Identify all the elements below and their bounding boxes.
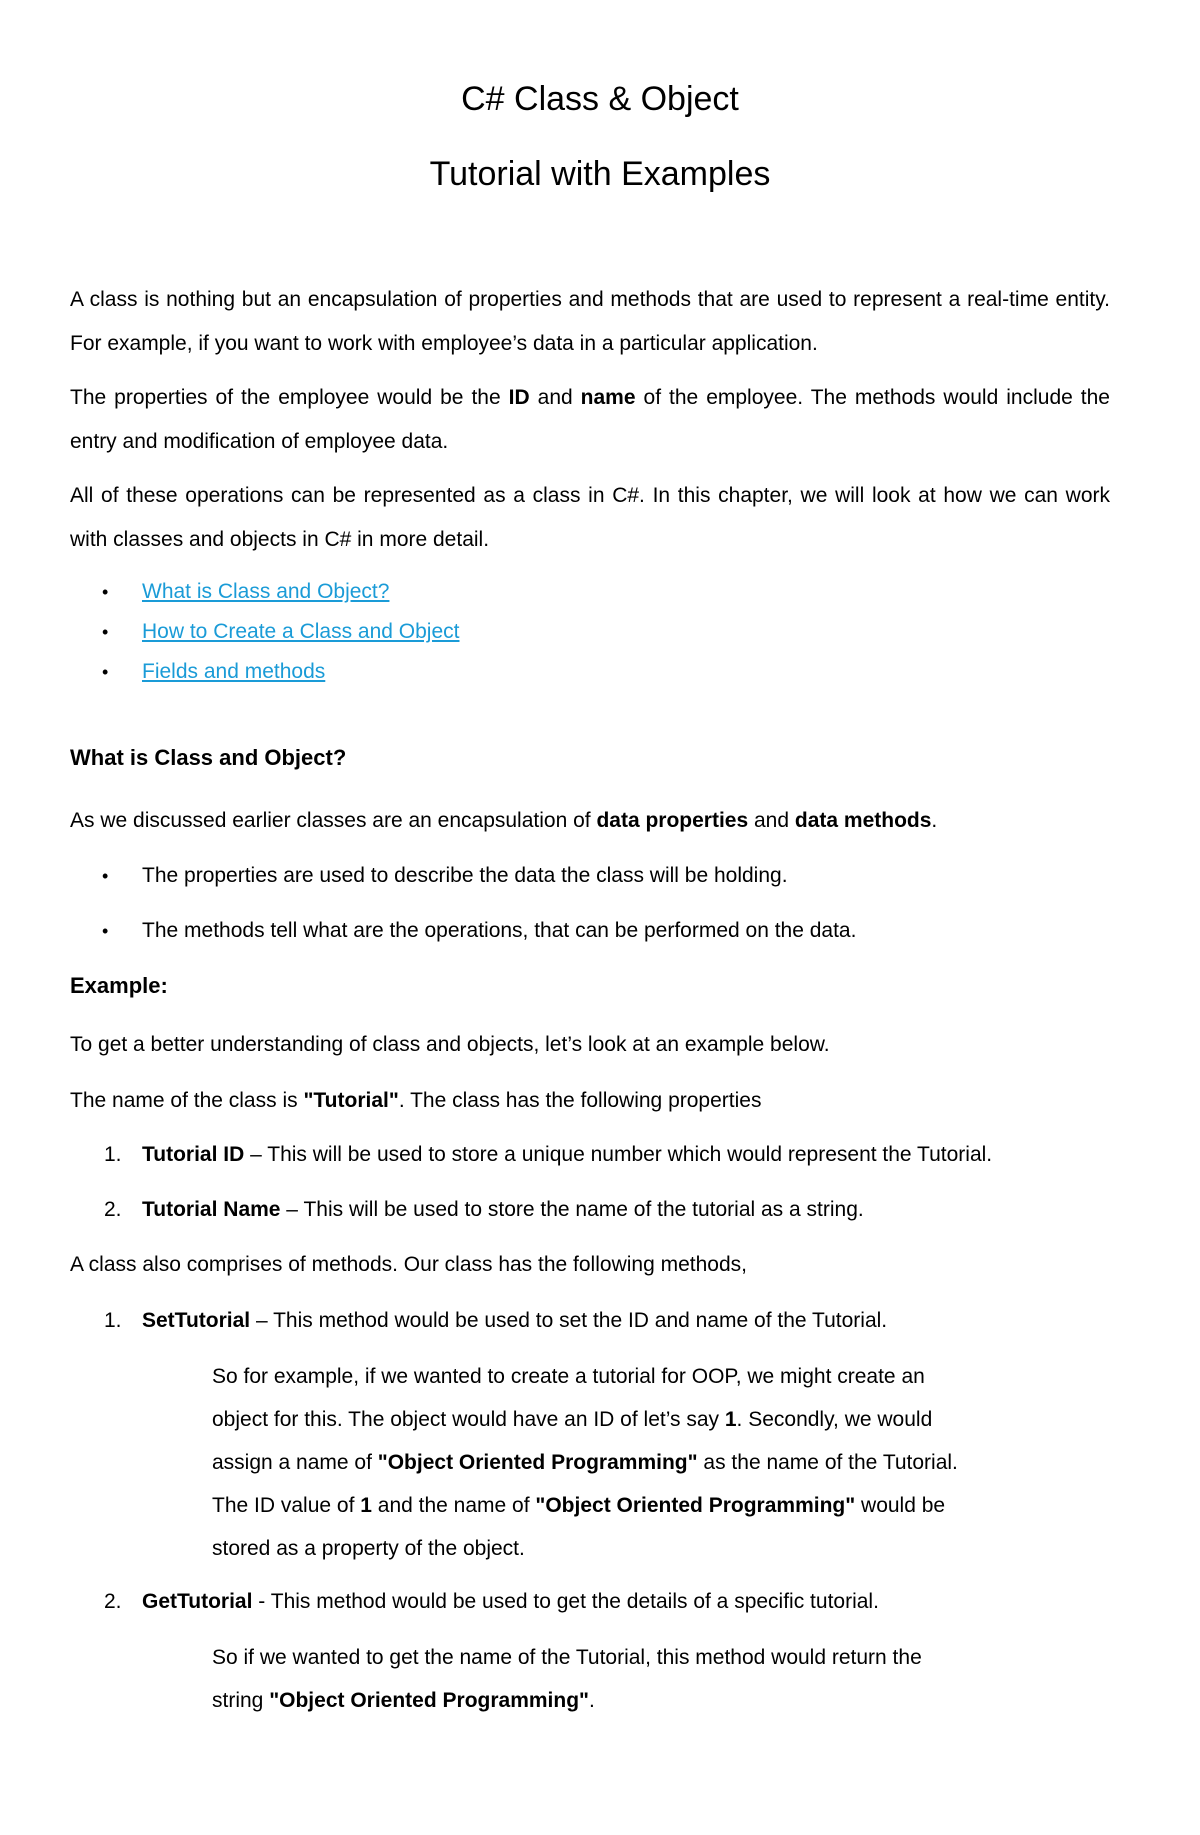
toc-item [70, 612, 459, 652]
detail-text: . [589, 1689, 595, 1712]
method-name: SetTutorial [142, 1309, 251, 1332]
method-description: - This method would be used to get the details of a specific tutorial. [252, 1590, 879, 1613]
section-heading-example: Example: [70, 973, 168, 998]
intro-p2-text-b: and [529, 386, 581, 409]
intro-paragraph-1: A class is nothing but an encapsulation of properties and methods that are used to represent a real-time entity. For example, if you want to work with employee’s data in a particular application. [70, 288, 1110, 355]
method-list-1 [70, 1306, 887, 1336]
method-name: GetTutorial [142, 1590, 253, 1613]
list-item [70, 861, 856, 891]
list-item [70, 1306, 887, 1336]
detail-text: . Secondly, we would assign a name of [212, 1408, 933, 1474]
property-description: – This will be used to store the name of the tutorial as a string. [280, 1198, 864, 1221]
intro-p2-text-c: of the employee. The methods would include the entry and modification of employee data. [70, 386, 1110, 453]
property-name: Tutorial Name [142, 1198, 281, 1221]
example-class-name-paragraph [70, 1086, 761, 1116]
method1-detail-paragraph [212, 1355, 964, 1570]
detail-text: as the name of the Tutorial. The ID value of [212, 1451, 958, 1517]
toc-link-what-is-class[interactable]: What is Class and Object? [142, 580, 390, 603]
list-number: 1. [104, 1309, 122, 1332]
list-item [70, 1140, 992, 1170]
detail-bold: 1 [724, 1408, 737, 1431]
detail-text: would be stored as a property of the object. [212, 1494, 946, 1560]
detail-text: So for example, if we wanted to create a tutorial for OOP, we might create an object for this. The object would have an ID of let’s say [212, 1365, 925, 1431]
property-description: – This will be used to store a unique number which would represent the Tutorial. [244, 1143, 993, 1166]
detail-text: and the name of [371, 1494, 536, 1517]
example-name-text-c: . The class has the following properties [398, 1089, 762, 1112]
bullet-icon: • [102, 662, 109, 682]
property-name: Tutorial ID [142, 1143, 245, 1166]
section-what-paragraph [70, 806, 937, 836]
section-what-text-and: and [748, 809, 795, 832]
detail-bold: "Object Oriented Programming" [269, 1689, 589, 1712]
example-name-bold: "Tutorial" [303, 1089, 399, 1112]
bullet-icon: • [102, 582, 109, 602]
toc-link-create-class[interactable]: How to Create a Class and Object [142, 620, 460, 643]
section-heading-what-is-class: What is Class and Object? [70, 745, 347, 770]
list-number: 2. [104, 1198, 122, 1221]
intro-p2-name: name [580, 386, 636, 409]
toc-link-fields-methods[interactable]: Fields and methods [142, 660, 326, 683]
detail-bold: "Object Oriented Programming" [377, 1451, 698, 1474]
page-subtitle: Tutorial with Examples [429, 155, 771, 193]
properties-list [70, 1140, 992, 1250]
section-what-text-a: As we discussed earlier classes are an encapsulation of [70, 809, 597, 832]
detail-text: So if we wanted to get the name of the Tutorial, this method would return the string [212, 1646, 922, 1712]
intro-p2-text-a: The properties of the employee would be the [70, 386, 509, 409]
method-list-2 [70, 1587, 879, 1617]
list-item [70, 1195, 992, 1225]
section-what-bold-2: data methods [794, 809, 932, 832]
toc-item [70, 652, 459, 692]
example-intro-paragraph: To get a better understanding of class and objects, let’s look at an example below. [70, 1033, 830, 1056]
intro-paragraph-3: All of these operations can be represented as a class in C#. In this chapter, we will look at how we can work with classes and objects in C# in more detail. [70, 484, 1110, 551]
detail-bold: "Object Oriented Programming" [535, 1494, 856, 1517]
section-what-bullets [70, 861, 856, 971]
list-item-text: The properties are used to describe the data the class will be holding. [142, 864, 788, 887]
bullet-icon: • [102, 866, 109, 886]
list-number: 1. [104, 1143, 122, 1166]
list-item [70, 1587, 879, 1617]
section-what-bold-1: data properties [596, 809, 749, 832]
detail-bold: 1 [360, 1494, 372, 1517]
example-name-text-a: The name of the class is [70, 1089, 304, 1112]
bullet-icon: • [102, 622, 109, 642]
list-item-text: The methods tell what are the operations, that can be performed on the data. [142, 919, 857, 942]
list-number: 2. [104, 1590, 122, 1613]
method-description: – This method would be used to set the ID and name of the Tutorial. [250, 1309, 888, 1332]
list-item [70, 916, 856, 946]
page-title: C# Class & Object [461, 80, 739, 118]
table-of-contents [70, 572, 459, 692]
intro-paragraph-2 [70, 376, 1110, 464]
section-what-text-end: . [931, 809, 938, 832]
intro-p2-id: ID [508, 386, 530, 409]
toc-item [70, 572, 459, 612]
bullet-icon: • [102, 921, 109, 941]
method2-detail-paragraph [212, 1636, 964, 1722]
methods-intro-paragraph: A class also comprises of methods. Our class has the following methods, [70, 1253, 747, 1276]
